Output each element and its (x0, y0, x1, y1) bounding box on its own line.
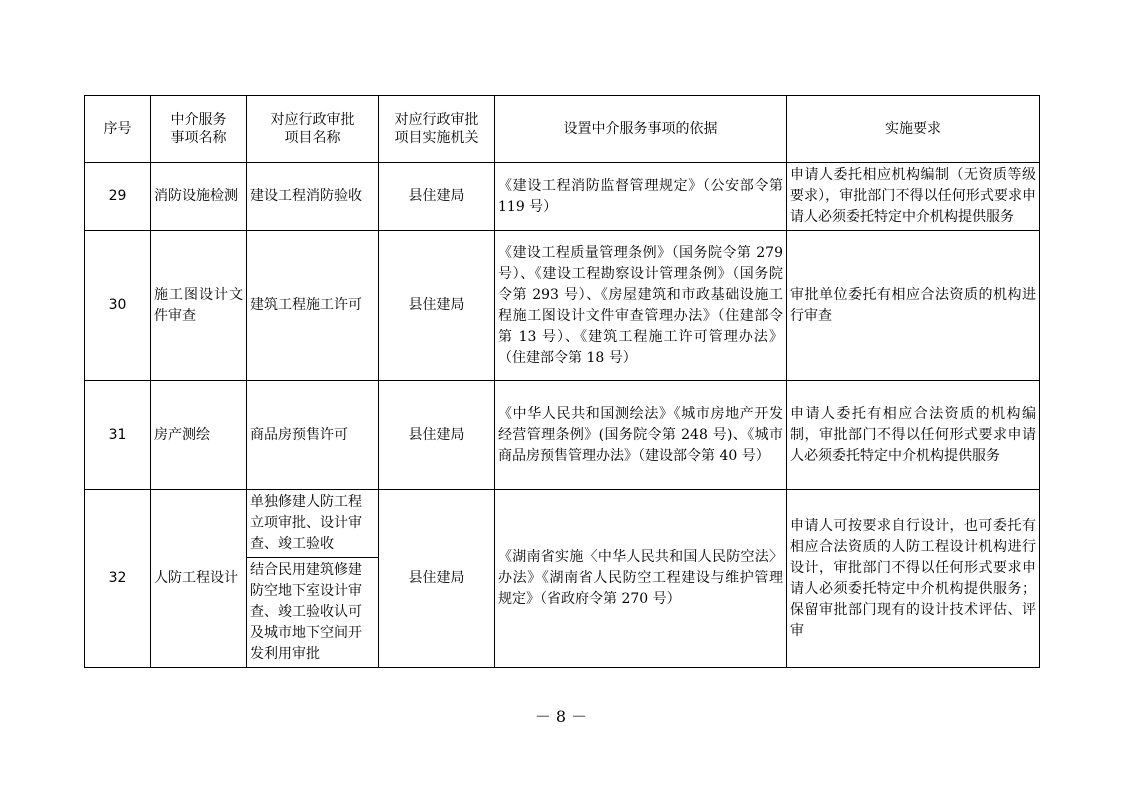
row-approval-item-a: 单独修建人防工程立项审批、设计审查、竣工验收 (247, 490, 379, 558)
header-requirements: 实施要求 (787, 96, 1040, 163)
row-seq: 31 (85, 381, 151, 490)
table-row (85, 381, 1040, 490)
row-requirements: 申请人委托有相应合法资质的机构编制，审批部门不得以任何形式要求申请人必须委托特定中介机构提供服务 (787, 381, 1040, 490)
header-seq: 序号 (85, 96, 151, 163)
row-requirements: 审批单位委托有相应合法资质的机构进行审查 (787, 231, 1040, 381)
header-approval-item: 对应行政审批项目名称 (247, 96, 379, 163)
row-agency: 县住建局 (379, 490, 495, 668)
row-service-name: 人防工程设计 (151, 490, 247, 668)
table-row (85, 163, 1040, 231)
intermediary-services-table (84, 95, 1040, 668)
row-seq: 32 (85, 490, 151, 668)
row-requirements: 申请人可按要求自行设计，也可委托有相应合法资质的人防工程设计机构进行设计，审批部门不得以任何形式要求申请人必须委托特定中介机构提供服务；保留审批部门现有的设计技术评估、评审 (787, 490, 1040, 668)
row-seq: 29 (85, 163, 151, 231)
row-agency: 县住建局 (379, 381, 495, 490)
header-approval-agency: 对应行政审批项目实施机关 (379, 96, 495, 163)
table-row (85, 490, 1040, 558)
row-approval-item: 建筑工程施工许可 (247, 231, 379, 381)
header-basis: 设置中介服务事项的依据 (495, 96, 787, 163)
row-service-name: 施工图设计文件审查 (151, 231, 247, 381)
row-service-name: 房产测绘 (151, 381, 247, 490)
row-seq: 30 (85, 231, 151, 381)
row-basis: 《建设工程质量管理条例》（国务院令第 279 号）、《建设工程勘察设计管理条例》（国务院令第 293 号）、《房屋建筑和市政基础设施工程施工图设计文件审查管理办法》（住建部令第 13 号）、《建筑工程施工许可管理办法》（住建部令第 18 号） (495, 231, 787, 381)
header-service-name: 中介服务事项名称 (151, 96, 247, 163)
row-approval-item-b: 结合民用建筑修建防空地下室设计审查、竣工验收认可及城市地下空间开发利用审批 (247, 558, 379, 668)
row-requirements: 申请人委托相应机构编制（无资质等级要求），审批部门不得以任何形式要求申请人必须委托特定中介机构提供服务 (787, 163, 1040, 231)
row-basis: 《湖南省实施〈中华人民共和国人民防空法〉办法》《湖南省人民防空工程建设与维护管理规定》（省政府令第 270 号） (495, 490, 787, 668)
row-approval-item: 建设工程消防验收 (247, 163, 379, 231)
row-basis: 《建设工程消防监督管理规定》（公安部令第 119 号） (495, 163, 787, 231)
row-basis: 《中华人民共和国测绘法》《城市房地产开发经营管理条例》(国务院令第 248 号)、《城市商品房预售管理办法》（建设部令第 40 号） (495, 381, 787, 490)
row-agency: 县住建局 (379, 163, 495, 231)
page-number: － 8 － (534, 707, 588, 726)
table-row (85, 231, 1040, 381)
row-approval-item: 商品房预售许可 (247, 381, 379, 490)
row-service-name: 消防设施检测 (151, 163, 247, 231)
row-agency: 县住建局 (379, 231, 495, 381)
header-row (85, 96, 1040, 163)
